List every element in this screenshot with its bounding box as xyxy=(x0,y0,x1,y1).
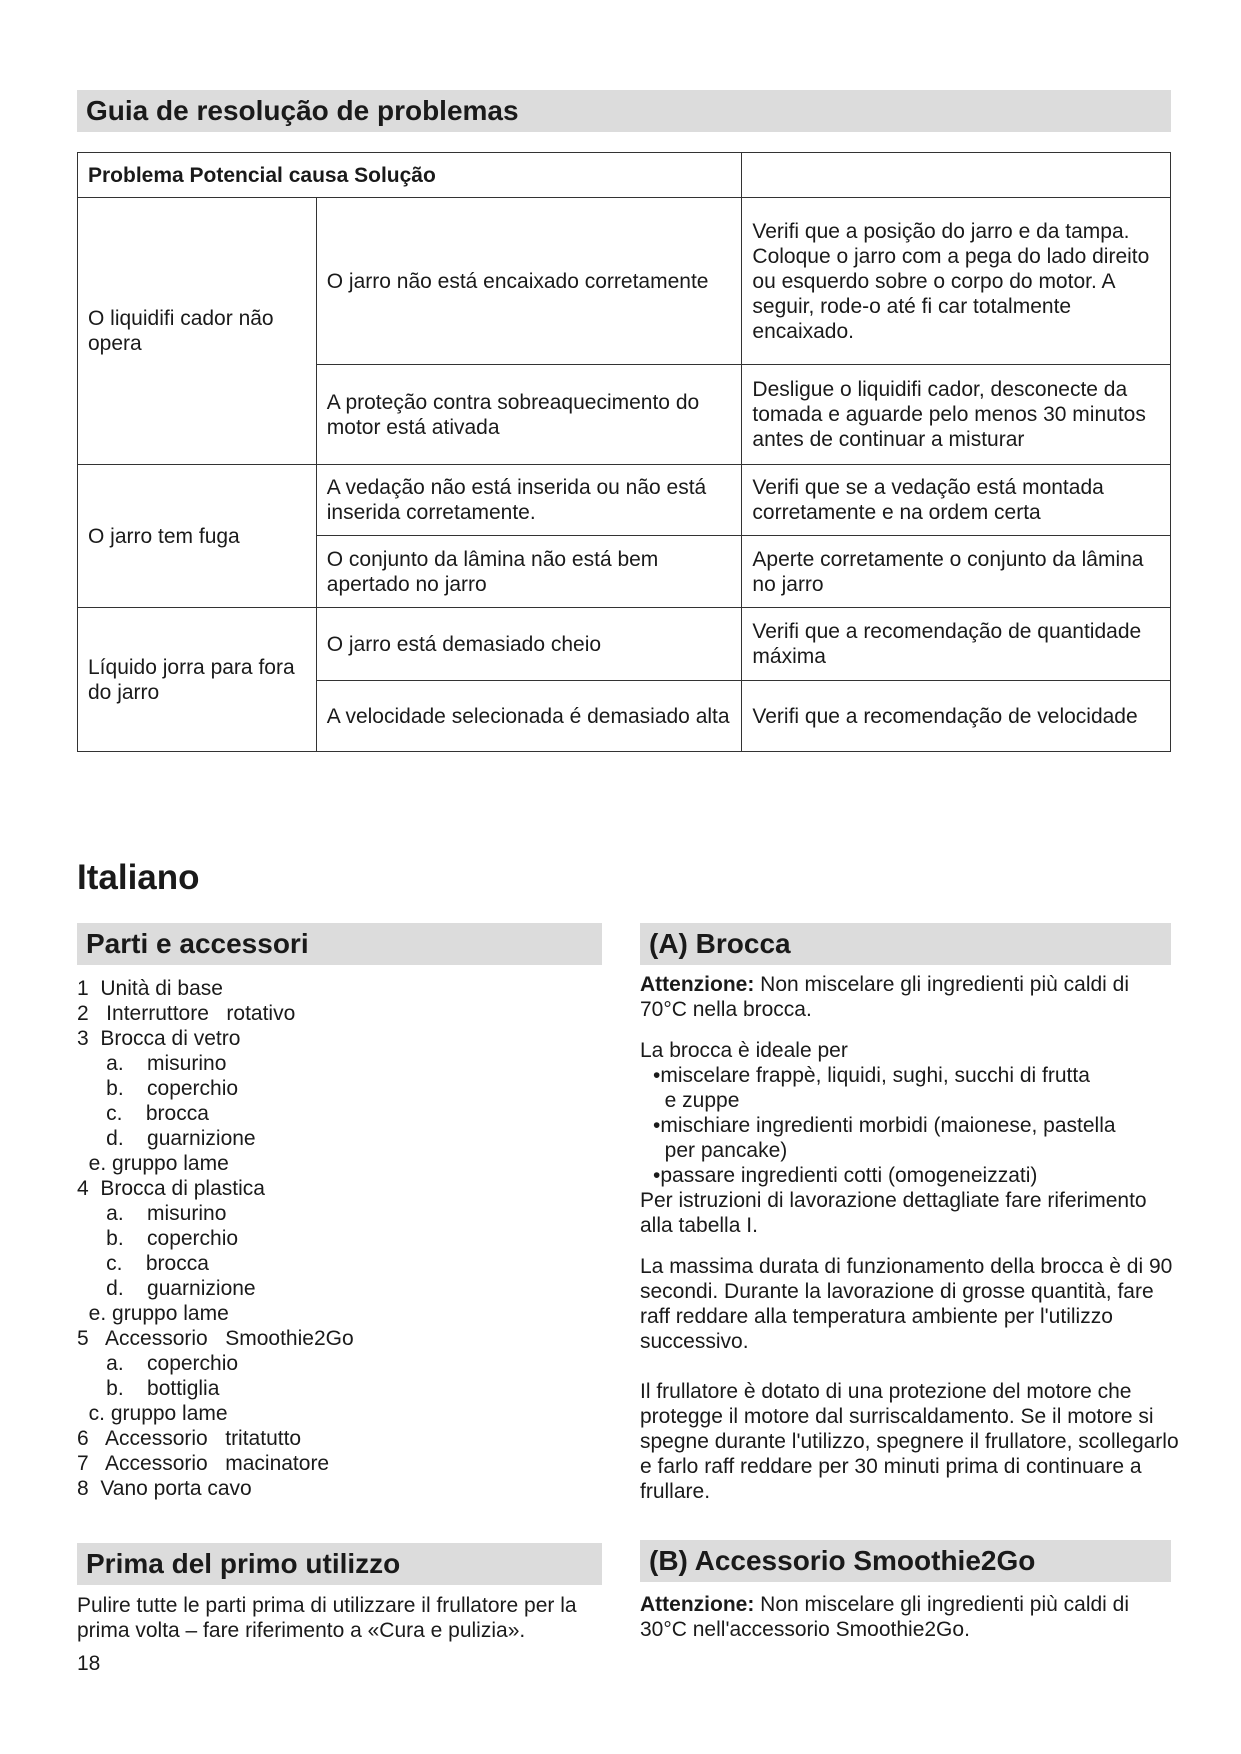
problem-cell: O liquidifi cador não opera xyxy=(78,198,317,465)
brocca-intro: La brocca è ideale per xyxy=(640,1039,848,1062)
list-item: 3 Brocca di vetro xyxy=(77,1027,241,1050)
list-item: d. guarnizione xyxy=(77,1127,256,1150)
list-item: 7 Accessorio macinatore xyxy=(77,1452,330,1475)
list-item: •miscelare frappè, liquidi, sughi, succhi di frutta xyxy=(653,1064,1090,1087)
cause-cell: A vedação não está inserida ou não está inserida corretamente. xyxy=(316,465,742,536)
list-item: 2 Interruttore rotativo xyxy=(77,1002,296,1025)
table-row xyxy=(78,465,1171,536)
parts-heading: Parti e accessori xyxy=(77,923,602,965)
page-number: 18 xyxy=(77,1652,101,1675)
solution-cell: Verifi que a recomendação de velocidade xyxy=(742,681,1171,752)
warning-text: Non miscelare gli ingredienti più caldi di 30°C nell'accessorio Smoothie2Go. xyxy=(640,1593,1130,1641)
problem-cell: Líquido jorra para fora do jarro xyxy=(78,608,317,752)
list-item: •passare ingredienti cotti (omogeneizzati) xyxy=(653,1164,1038,1187)
prima-heading: Prima del primo utilizzo xyxy=(77,1543,602,1585)
cause-cell: A velocidade selecionada é demasiado alta xyxy=(316,681,742,752)
list-item: a. coperchio xyxy=(77,1352,239,1375)
guide-title: Guia de resolução de problemas xyxy=(77,90,1171,132)
list-item: 4 Brocca di plastica xyxy=(77,1177,265,1200)
solution-cell: Aperte corretamente o conjunto da lâmina no jarro xyxy=(742,536,1171,608)
list-item: b. coperchio xyxy=(77,1077,239,1100)
solution-cell: Verifi que se a vedação está montada corretamente e na ordem certa xyxy=(742,465,1171,536)
cause-cell: A proteção contra sobreaquecimento do motor está ativada xyxy=(316,365,742,465)
cause-cell: O jarro está demasiado cheio xyxy=(316,608,742,681)
list-item: b. bottiglia xyxy=(77,1377,220,1400)
brocca-heading: (A) Brocca xyxy=(640,923,1171,965)
list-item: c. brocca xyxy=(77,1102,209,1125)
brocca-bullets xyxy=(640,1063,1180,1188)
table-header-row xyxy=(78,153,1171,198)
brocca-content xyxy=(640,972,1180,1504)
table-row xyxy=(78,608,1171,681)
list-item: 5 Accessorio Smoothie2Go xyxy=(77,1327,354,1350)
list-item: •mischiare ingredienti morbidi (maionese, pastella xyxy=(653,1114,1116,1137)
smoothie-warning xyxy=(640,1592,1180,1642)
troubleshooting-table xyxy=(77,152,1171,752)
parts-list xyxy=(77,976,602,1501)
solution-cell: Verifi que a posição do jarro e da tampa. Coloque o jarro com a pega do lado direito ou esquerdo sobre o corpo do motor. A seguir, rode-o até fi car totalmente encaixado. xyxy=(742,198,1171,365)
list-item: c. brocca xyxy=(77,1252,209,1275)
warning-label: Attenzione: xyxy=(640,973,755,996)
table-row xyxy=(78,198,1171,365)
cause-cell: O jarro não está encaixado corretamente xyxy=(316,198,742,365)
warning-label: Attenzione: xyxy=(640,1593,755,1616)
list-item: e zuppe xyxy=(653,1089,740,1112)
list-item: a. misurino xyxy=(77,1052,227,1075)
list-item: 1 Unità di base xyxy=(77,977,223,1000)
brocca-duration: La massima durata di funzionamento della brocca è di 90 secondi. Durante la lavorazione di grosse quantità, fare raff reddare alla temperatura ambiente per l'utilizzo successivo. xyxy=(640,1255,1173,1353)
solution-cell: Desligue o liquidifi cador, desconecte da tomada e aguarde pelo menos 30 minutos antes de continuar a misturar xyxy=(742,365,1171,465)
smoothie-heading: (B) Accessorio Smoothie2Go xyxy=(640,1540,1171,1582)
solution-cell: Verifi que a recomendação de quantidade máxima xyxy=(742,608,1171,681)
brocca-protection: Il frullatore è dotato di una protezione del motore che protegge il motore dal surriscaldamento. Se il motore si spegne durante l'utilizzo, spegnere il frullatore, scollegarlo e farlo raff reddare per 30 minuti prima di continuare a frullare. xyxy=(640,1380,1179,1503)
prima-text: Pulire tutte le parti prima di utilizzare il frullatore per la prima volta – fare riferimento a «Cura e pulizia». xyxy=(77,1594,577,1642)
table-header-empty xyxy=(742,153,1171,198)
list-item: a. misurino xyxy=(77,1202,227,1225)
section-title-italiano: Italiano xyxy=(77,858,200,897)
list-item: 6 Accessorio tritatutto xyxy=(77,1427,302,1450)
list-item: 8 Vano porta cavo xyxy=(77,1477,252,1500)
list-item: b. coperchio xyxy=(77,1227,239,1250)
brocca-ref: Per istruzioni di lavorazione dettagliate fare riferimento alla tabella I. xyxy=(640,1189,1147,1237)
problem-cell: O jarro tem fuga xyxy=(78,465,317,608)
list-item: per pancake) xyxy=(653,1139,788,1162)
list-item: e. gruppo lame xyxy=(77,1302,229,1325)
list-item: c. gruppo lame xyxy=(77,1402,228,1425)
warning-text: Non miscelare gli ingredienti più caldi di 70°C nella brocca. xyxy=(640,973,1130,1021)
list-item: e. gruppo lame xyxy=(77,1152,229,1175)
table-header: Problema Potencial causa Solução xyxy=(78,153,742,198)
brocca-warning xyxy=(640,972,1180,1022)
cause-cell: O conjunto da lâmina não está bem apertado no jarro xyxy=(316,536,742,608)
list-item: d. guarnizione xyxy=(77,1277,256,1300)
